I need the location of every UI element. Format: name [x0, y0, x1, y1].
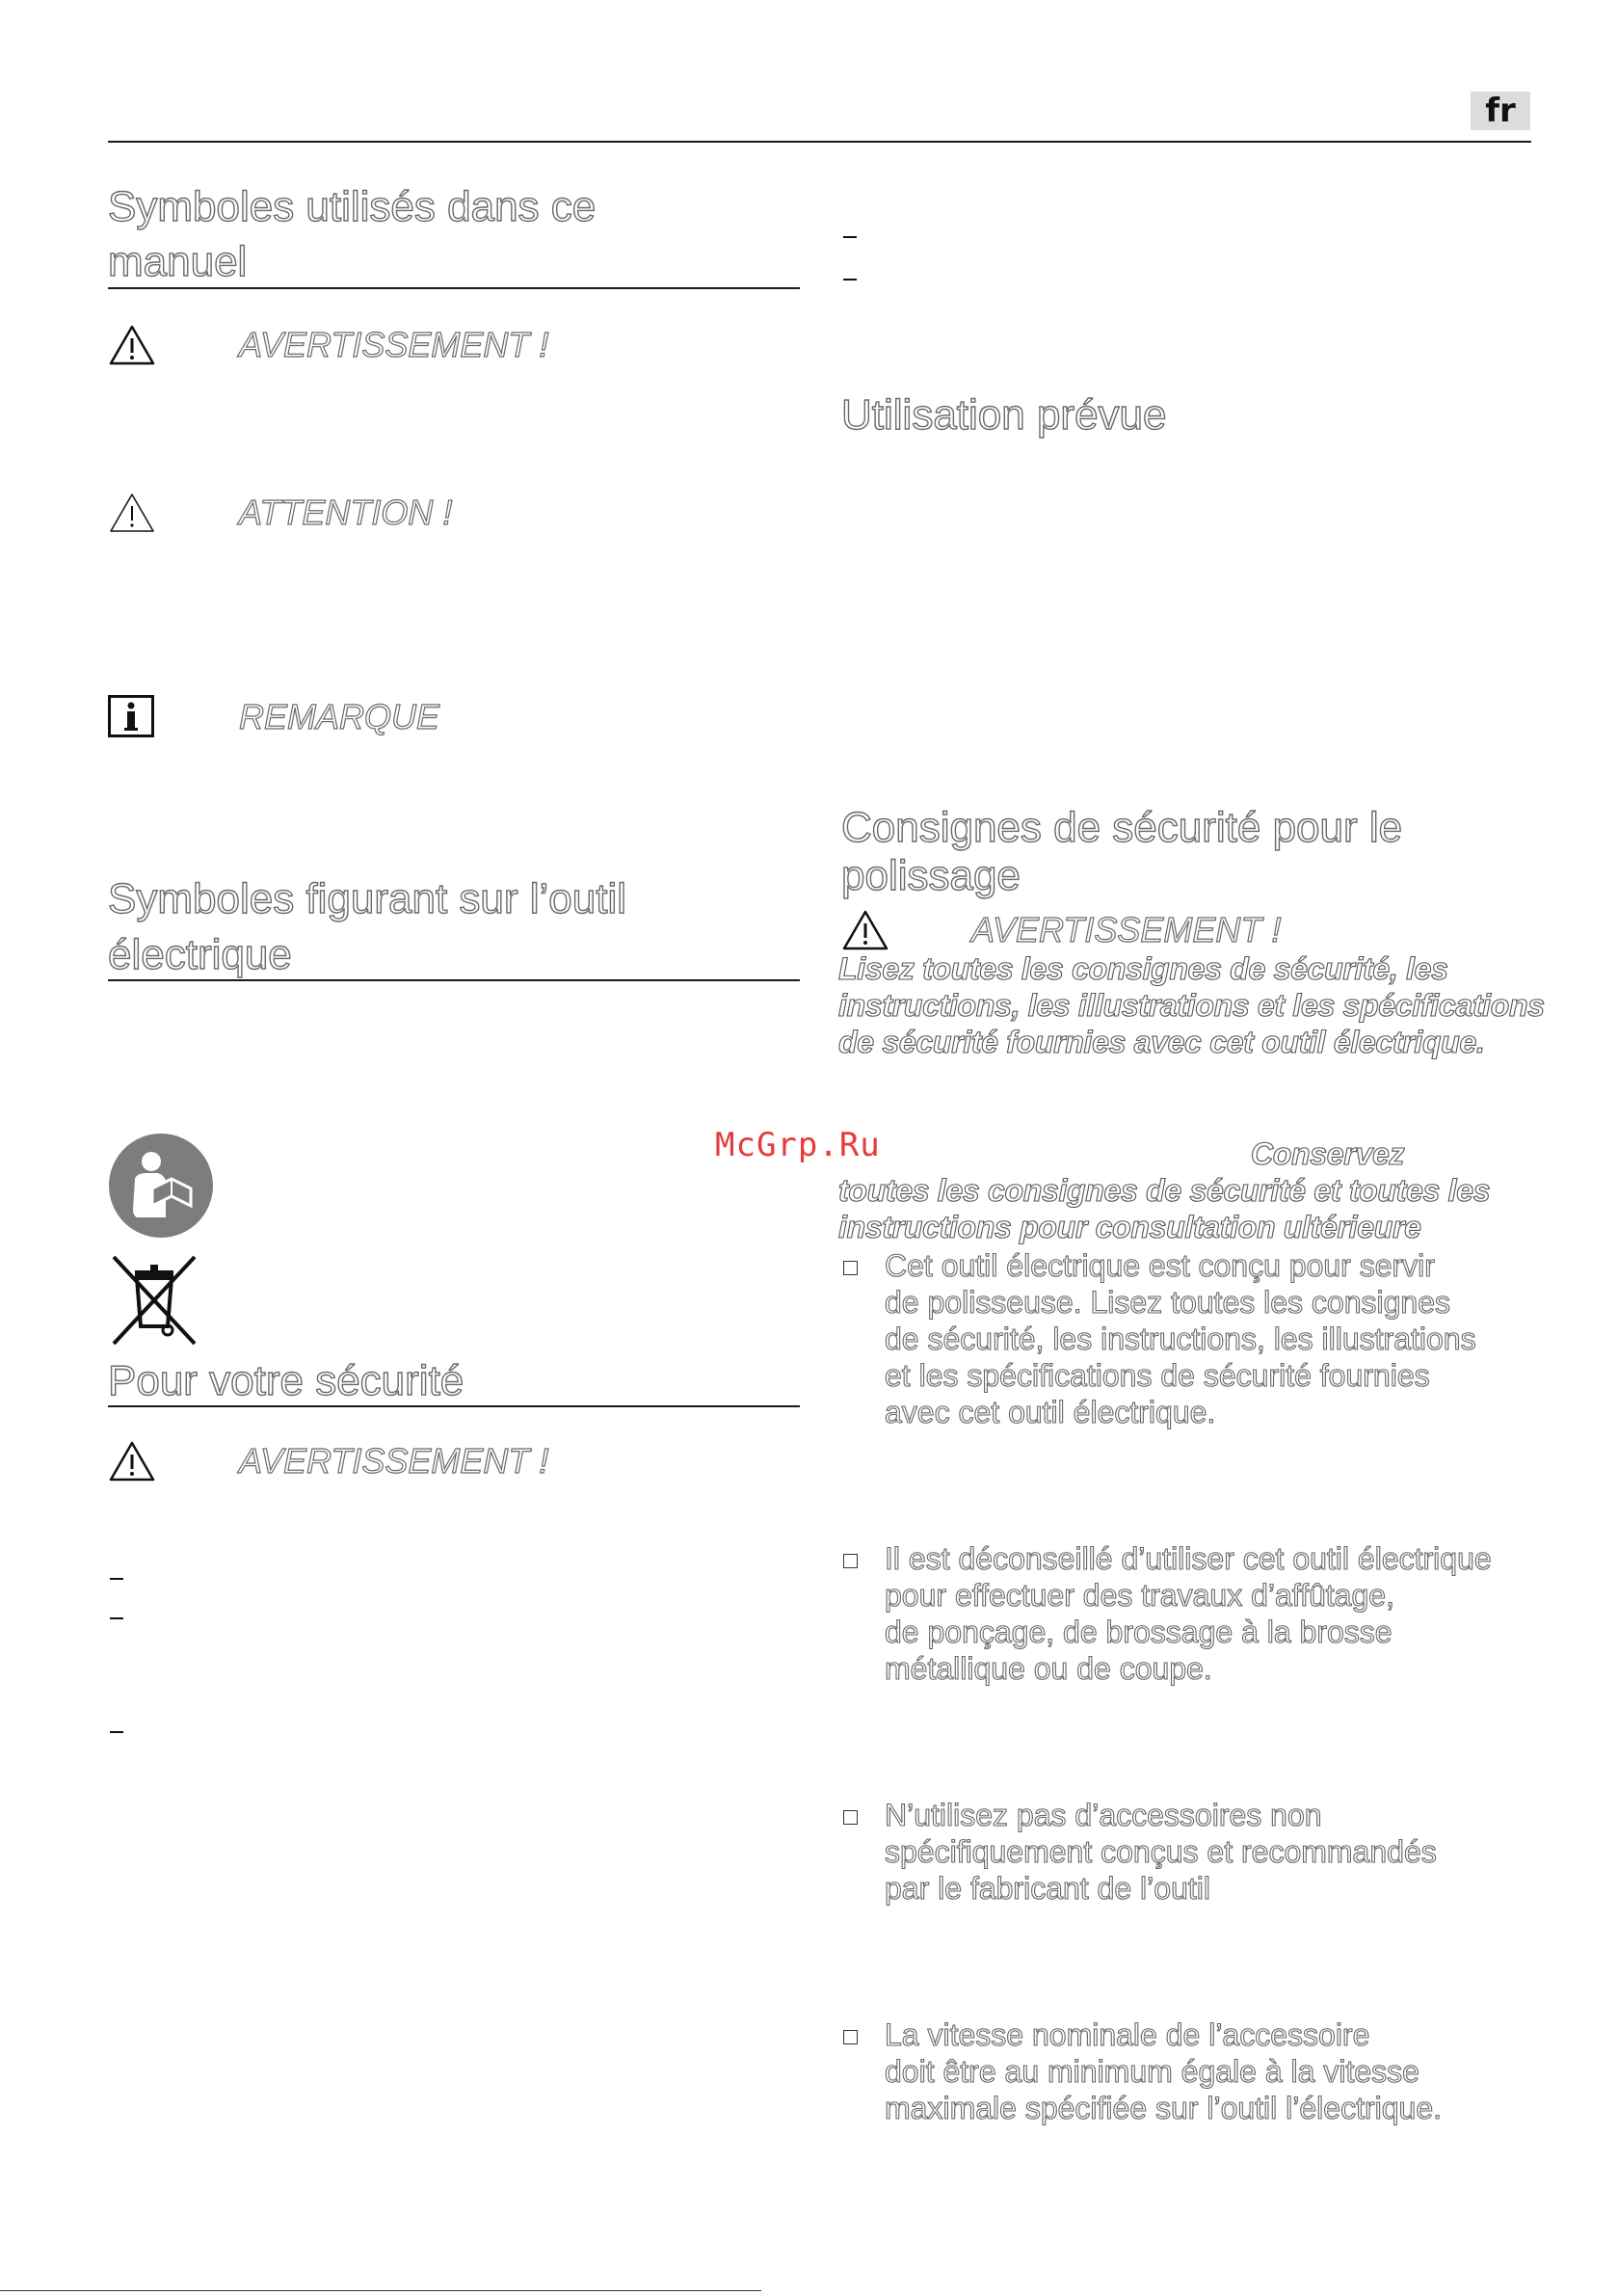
heading-polishing-line2: polissage: [841, 852, 1021, 899]
heading-polishing-line1: Consignes de sécurité pour le: [841, 804, 1403, 851]
watermark: McGrp.Ru: [715, 1126, 881, 1164]
bullet-text-line: Il est déconseillé d’utiliser cet outil électrique: [885, 1541, 1492, 1576]
bullet-text-line: de ponçage, de brossage à la brosse: [885, 1615, 1393, 1649]
signal-warning-label: AVERTISSEMENT !: [239, 1441, 549, 1481]
bullet-text-line: de polisseuse. Lisez toutes les consignes: [885, 1285, 1451, 1320]
bullet-text-line: de sécurité, les instructions, les illustrations: [885, 1322, 1476, 1356]
bullet-text-line: Cet outil électrique est conçu pour servir: [885, 1248, 1435, 1283]
bullet-text-line: La vitesse nominale de l’accessoire: [885, 2017, 1370, 2052]
bullet-text-line: pour effectuer des travaux d’affûtage,: [885, 1578, 1394, 1613]
list-dash: [843, 279, 857, 280]
caution-triangle-icon: [108, 492, 156, 534]
warning-triangle-icon: [108, 324, 156, 366]
bullet-text-line: doit être au minimum égale à la vitesse: [885, 2054, 1419, 2089]
bullet-text-line: par le fabricant de l’outil: [885, 1871, 1210, 1906]
keep-text-line: toutes les consignes de sécurité et toutes les: [838, 1173, 1491, 1208]
heading-safety: Pour votre sécurité: [108, 1357, 464, 1404]
heading-intended-use: Utilisation prévue: [841, 391, 1167, 439]
section-rule: [108, 979, 800, 981]
bullet-square: [843, 1261, 858, 1275]
keep-text-line: instructions pour consultation ultérieure: [838, 1210, 1421, 1244]
bullet-square: [843, 2030, 858, 2044]
heading-symbols-manual-line1: Symboles utilisés dans ce: [108, 183, 597, 230]
warning-text-line: de sécurité fournies avec cet outil électrique.: [838, 1025, 1485, 1059]
signal-caution-label: ATTENTION !: [239, 493, 453, 532]
signal-note-label: REMARQUE: [239, 697, 440, 736]
list-dash: [110, 1578, 123, 1580]
weee-bin-icon: [108, 1253, 200, 1348]
bullet-text-line: N’utilisez pas d’accessoires non: [885, 1798, 1322, 1832]
heading-symbols-manual-line2: manuel: [108, 238, 248, 285]
signal-warning-label: AVERTISSEMENT !: [239, 325, 549, 364]
signal-warning-label: AVERTISSEMENT !: [971, 910, 1282, 949]
warning-text-line: instructions, les illustrations et les spécifications: [838, 988, 1545, 1023]
list-dash: [110, 1617, 123, 1619]
bullet-text-line: maximale spécifiée sur l’outil l’électrique.: [885, 2091, 1443, 2125]
warning-triangle-icon: [841, 909, 889, 951]
read-manual-icon: [108, 1133, 214, 1239]
bullet-text-line: avec cet outil électrique.: [885, 1395, 1216, 1429]
warning-text-line: Lisez toutes les consignes de sécurité, les: [838, 951, 1448, 986]
language-badge: fr: [1471, 92, 1530, 130]
heading-symbols-tool-line2: électrique: [108, 931, 292, 978]
bullet-text-line: spécifiquement conçus et recommandés: [885, 1834, 1437, 1869]
heading-symbols-tool-line1: Symboles figurant sur l’outil: [108, 875, 627, 922]
bullet-square: [843, 1810, 858, 1825]
bullet-text-line: métallique ou de coupe.: [885, 1651, 1212, 1686]
footer-rule: [0, 2290, 761, 2291]
section-rule: [108, 1405, 800, 1407]
list-dash: [110, 1731, 123, 1733]
info-icon: [108, 695, 154, 737]
warning-triangle-icon: [108, 1440, 156, 1482]
header-rule: [108, 141, 1531, 143]
bullet-square: [843, 1554, 858, 1568]
section-rule: [108, 287, 800, 289]
list-dash: [843, 236, 857, 238]
keep-text-line: Conservez: [1251, 1136, 1405, 1171]
bullet-text-line: et les spécifications de sécurité fournies: [885, 1358, 1430, 1393]
